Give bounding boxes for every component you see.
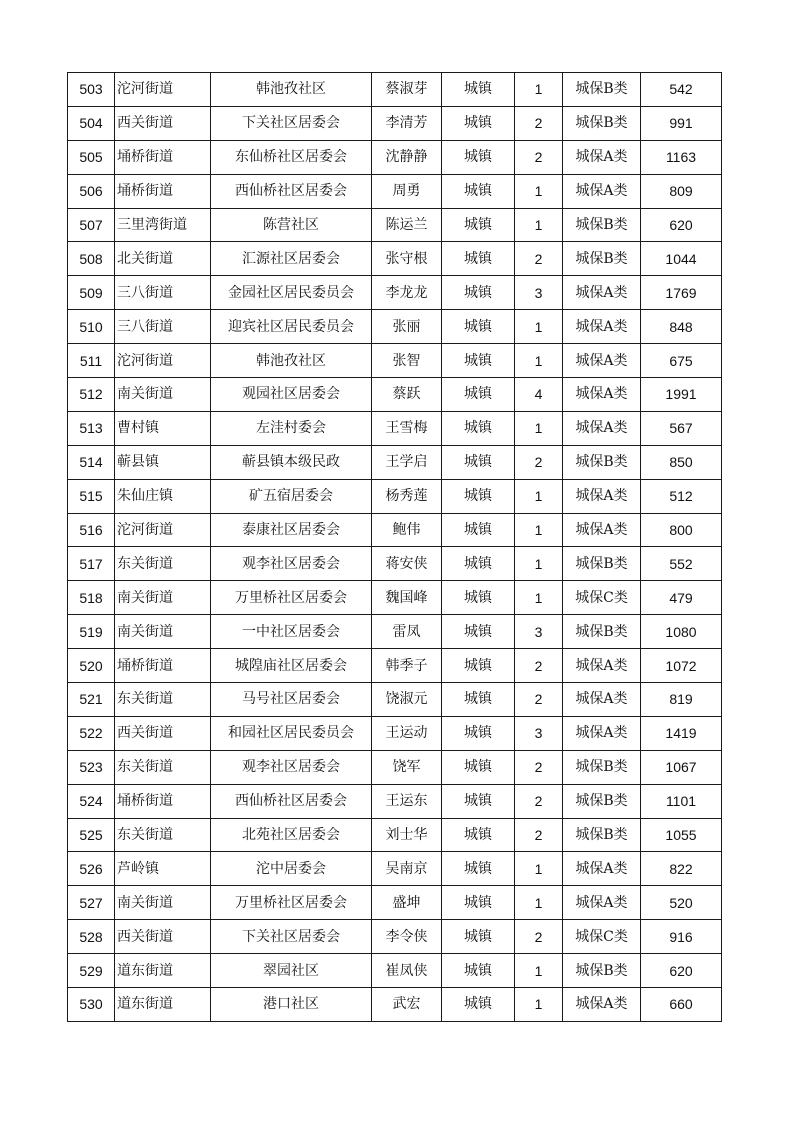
cell-community: 泰康社区居委会 bbox=[211, 513, 372, 547]
cell-community: 下关社区居委会 bbox=[211, 106, 372, 140]
cell-amount: 991 bbox=[641, 106, 722, 140]
cell-person-name: 崔凤侠 bbox=[372, 954, 442, 988]
cell-amount: 1419 bbox=[641, 716, 722, 750]
cell-amount: 1769 bbox=[641, 276, 722, 310]
cell-serial-number: 515 bbox=[68, 479, 115, 513]
cell-member-count: 2 bbox=[515, 920, 563, 954]
cell-person-name: 武宏 bbox=[372, 988, 442, 1022]
cell-street: 曹村镇 bbox=[115, 411, 211, 445]
table-row bbox=[68, 411, 722, 445]
cell-community: 金园社区居民委员会 bbox=[211, 276, 372, 310]
cell-amount: 620 bbox=[641, 954, 722, 988]
cell-member-count: 1 bbox=[515, 954, 563, 988]
cell-member-count: 2 bbox=[515, 683, 563, 717]
cell-street: 埇桥街道 bbox=[115, 649, 211, 683]
cell-community: 下关社区居委会 bbox=[211, 920, 372, 954]
cell-category: 城保A类 bbox=[563, 174, 641, 208]
cell-amount: 848 bbox=[641, 310, 722, 344]
cell-serial-number: 529 bbox=[68, 954, 115, 988]
cell-household-type: 城镇 bbox=[442, 344, 515, 378]
cell-street: 南关街道 bbox=[115, 615, 211, 649]
cell-category: 城保A类 bbox=[563, 513, 641, 547]
cell-street: 芦岭镇 bbox=[115, 852, 211, 886]
cell-household-type: 城镇 bbox=[442, 310, 515, 344]
cell-category: 城保B类 bbox=[563, 547, 641, 581]
table-row bbox=[68, 581, 722, 615]
cell-household-type: 城镇 bbox=[442, 242, 515, 276]
cell-serial-number: 527 bbox=[68, 886, 115, 920]
cell-community: 蕲县镇本级民政 bbox=[211, 445, 372, 479]
cell-community: 和园社区居民委员会 bbox=[211, 716, 372, 750]
cell-community: 港口社区 bbox=[211, 988, 372, 1022]
cell-category: 城保C类 bbox=[563, 581, 641, 615]
cell-amount: 1101 bbox=[641, 784, 722, 818]
cell-community: 观李社区居委会 bbox=[211, 547, 372, 581]
cell-category: 城保B类 bbox=[563, 445, 641, 479]
table-row bbox=[68, 954, 722, 988]
cell-street: 道东街道 bbox=[115, 988, 211, 1022]
cell-category: 城保A类 bbox=[563, 140, 641, 174]
cell-member-count: 1 bbox=[515, 73, 563, 107]
cell-amount: 1163 bbox=[641, 140, 722, 174]
cell-person-name: 魏国峰 bbox=[372, 581, 442, 615]
cell-household-type: 城镇 bbox=[442, 750, 515, 784]
cell-amount: 660 bbox=[641, 988, 722, 1022]
cell-serial-number: 507 bbox=[68, 208, 115, 242]
cell-household-type: 城镇 bbox=[442, 818, 515, 852]
cell-street: 埇桥街道 bbox=[115, 174, 211, 208]
cell-street: 东关街道 bbox=[115, 750, 211, 784]
cell-community: 万里桥社区居委会 bbox=[211, 886, 372, 920]
cell-person-name: 雷凤 bbox=[372, 615, 442, 649]
table-row bbox=[68, 818, 722, 852]
cell-household-type: 城镇 bbox=[442, 649, 515, 683]
cell-street: 道东街道 bbox=[115, 954, 211, 988]
cell-category: 城保B类 bbox=[563, 106, 641, 140]
cell-amount: 512 bbox=[641, 479, 722, 513]
cell-person-name: 杨秀莲 bbox=[372, 479, 442, 513]
cell-member-count: 2 bbox=[515, 106, 563, 140]
cell-household-type: 城镇 bbox=[442, 378, 515, 412]
cell-member-count: 1 bbox=[515, 310, 563, 344]
cell-person-name: 蒋安侠 bbox=[372, 547, 442, 581]
cell-serial-number: 524 bbox=[68, 784, 115, 818]
cell-community: 马号社区居委会 bbox=[211, 683, 372, 717]
table-row bbox=[68, 886, 722, 920]
cell-community: 西仙桥社区居委会 bbox=[211, 784, 372, 818]
cell-member-count: 3 bbox=[515, 276, 563, 310]
cell-amount: 1055 bbox=[641, 818, 722, 852]
cell-community: 东仙桥社区居委会 bbox=[211, 140, 372, 174]
cell-amount: 1072 bbox=[641, 649, 722, 683]
cell-community: 北苑社区居委会 bbox=[211, 818, 372, 852]
cell-street: 东关街道 bbox=[115, 818, 211, 852]
cell-category: 城保A类 bbox=[563, 886, 641, 920]
cell-serial-number: 520 bbox=[68, 649, 115, 683]
cell-member-count: 1 bbox=[515, 988, 563, 1022]
cell-serial-number: 516 bbox=[68, 513, 115, 547]
cell-serial-number: 517 bbox=[68, 547, 115, 581]
cell-member-count: 2 bbox=[515, 445, 563, 479]
cell-street: 沱河街道 bbox=[115, 73, 211, 107]
cell-serial-number: 510 bbox=[68, 310, 115, 344]
cell-member-count: 3 bbox=[515, 716, 563, 750]
cell-member-count: 2 bbox=[515, 649, 563, 683]
cell-amount: 822 bbox=[641, 852, 722, 886]
table-row bbox=[68, 445, 722, 479]
cell-serial-number: 523 bbox=[68, 750, 115, 784]
cell-amount: 850 bbox=[641, 445, 722, 479]
cell-amount: 620 bbox=[641, 208, 722, 242]
cell-category: 城保A类 bbox=[563, 649, 641, 683]
cell-serial-number: 508 bbox=[68, 242, 115, 276]
cell-household-type: 城镇 bbox=[442, 988, 515, 1022]
cell-serial-number: 528 bbox=[68, 920, 115, 954]
cell-person-name: 吴南京 bbox=[372, 852, 442, 886]
table-row bbox=[68, 750, 722, 784]
table-row bbox=[68, 852, 722, 886]
cell-person-name: 陈运兰 bbox=[372, 208, 442, 242]
cell-street: 北关街道 bbox=[115, 242, 211, 276]
cell-serial-number: 506 bbox=[68, 174, 115, 208]
cell-category: 城保A类 bbox=[563, 988, 641, 1022]
cell-household-type: 城镇 bbox=[442, 174, 515, 208]
cell-amount: 542 bbox=[641, 73, 722, 107]
cell-street: 西关街道 bbox=[115, 920, 211, 954]
table-row bbox=[68, 716, 722, 750]
cell-street: 沱河街道 bbox=[115, 513, 211, 547]
cell-category: 城保B类 bbox=[563, 750, 641, 784]
cell-street: 西关街道 bbox=[115, 716, 211, 750]
table-body bbox=[68, 73, 722, 1022]
cell-household-type: 城镇 bbox=[442, 140, 515, 174]
cell-community: 城隍庙社区居委会 bbox=[211, 649, 372, 683]
cell-street: 西关街道 bbox=[115, 106, 211, 140]
cell-person-name: 饶军 bbox=[372, 750, 442, 784]
cell-member-count: 1 bbox=[515, 344, 563, 378]
cell-serial-number: 525 bbox=[68, 818, 115, 852]
cell-member-count: 2 bbox=[515, 140, 563, 174]
cell-household-type: 城镇 bbox=[442, 920, 515, 954]
table-row bbox=[68, 683, 722, 717]
cell-member-count: 1 bbox=[515, 886, 563, 920]
cell-member-count: 3 bbox=[515, 615, 563, 649]
cell-category: 城保B类 bbox=[563, 818, 641, 852]
cell-member-count: 1 bbox=[515, 581, 563, 615]
cell-person-name: 周勇 bbox=[372, 174, 442, 208]
cell-household-type: 城镇 bbox=[442, 106, 515, 140]
cell-household-type: 城镇 bbox=[442, 954, 515, 988]
cell-street: 朱仙庄镇 bbox=[115, 479, 211, 513]
cell-person-name: 沈静静 bbox=[372, 140, 442, 174]
cell-serial-number: 512 bbox=[68, 378, 115, 412]
cell-household-type: 城镇 bbox=[442, 784, 515, 818]
cell-person-name: 饶淑元 bbox=[372, 683, 442, 717]
cell-street: 东关街道 bbox=[115, 547, 211, 581]
cell-community: 矿五宿居委会 bbox=[211, 479, 372, 513]
table-row bbox=[68, 174, 722, 208]
cell-street: 东关街道 bbox=[115, 683, 211, 717]
cell-category: 城保B类 bbox=[563, 615, 641, 649]
cell-person-name: 鲍伟 bbox=[372, 513, 442, 547]
cell-person-name: 盛坤 bbox=[372, 886, 442, 920]
cell-street: 三八街道 bbox=[115, 276, 211, 310]
cell-street: 南关街道 bbox=[115, 378, 211, 412]
table-row bbox=[68, 344, 722, 378]
cell-member-count: 2 bbox=[515, 750, 563, 784]
cell-serial-number: 514 bbox=[68, 445, 115, 479]
cell-serial-number: 504 bbox=[68, 106, 115, 140]
cell-community: 汇源社区居委会 bbox=[211, 242, 372, 276]
cell-category: 城保B类 bbox=[563, 784, 641, 818]
cell-amount: 809 bbox=[641, 174, 722, 208]
cell-household-type: 城镇 bbox=[442, 683, 515, 717]
cell-household-type: 城镇 bbox=[442, 513, 515, 547]
cell-person-name: 韩季子 bbox=[372, 649, 442, 683]
cell-household-type: 城镇 bbox=[442, 73, 515, 107]
cell-serial-number: 519 bbox=[68, 615, 115, 649]
cell-amount: 520 bbox=[641, 886, 722, 920]
cell-amount: 1044 bbox=[641, 242, 722, 276]
cell-member-count: 1 bbox=[515, 208, 563, 242]
cell-member-count: 1 bbox=[515, 411, 563, 445]
cell-member-count: 2 bbox=[515, 818, 563, 852]
table-row bbox=[68, 378, 722, 412]
table-row bbox=[68, 547, 722, 581]
cell-community: 左洼村委会 bbox=[211, 411, 372, 445]
cell-street: 三八街道 bbox=[115, 310, 211, 344]
cell-amount: 552 bbox=[641, 547, 722, 581]
cell-category: 城保A类 bbox=[563, 344, 641, 378]
cell-street: 三里湾街道 bbox=[115, 208, 211, 242]
cell-person-name: 李清芳 bbox=[372, 106, 442, 140]
cell-category: 城保A类 bbox=[563, 852, 641, 886]
cell-amount: 479 bbox=[641, 581, 722, 615]
cell-household-type: 城镇 bbox=[442, 716, 515, 750]
cell-person-name: 蔡跃 bbox=[372, 378, 442, 412]
table-row bbox=[68, 276, 722, 310]
cell-serial-number: 509 bbox=[68, 276, 115, 310]
cell-category: 城保B类 bbox=[563, 208, 641, 242]
cell-member-count: 1 bbox=[515, 513, 563, 547]
cell-community: 韩池孜社区 bbox=[211, 73, 372, 107]
cell-person-name: 李令侠 bbox=[372, 920, 442, 954]
cell-community: 迎宾社区居民委员会 bbox=[211, 310, 372, 344]
cell-member-count: 1 bbox=[515, 479, 563, 513]
cell-person-name: 李龙龙 bbox=[372, 276, 442, 310]
cell-amount: 567 bbox=[641, 411, 722, 445]
table-row bbox=[68, 784, 722, 818]
cell-person-name: 王学启 bbox=[372, 445, 442, 479]
cell-household-type: 城镇 bbox=[442, 581, 515, 615]
table-row bbox=[68, 310, 722, 344]
table-row bbox=[68, 513, 722, 547]
cell-household-type: 城镇 bbox=[442, 547, 515, 581]
cell-member-count: 2 bbox=[515, 242, 563, 276]
cell-street: 埇桥街道 bbox=[115, 140, 211, 174]
cell-person-name: 张守根 bbox=[372, 242, 442, 276]
cell-community: 韩池孜社区 bbox=[211, 344, 372, 378]
cell-household-type: 城镇 bbox=[442, 852, 515, 886]
cell-serial-number: 518 bbox=[68, 581, 115, 615]
table-row bbox=[68, 242, 722, 276]
relief-roster-table bbox=[67, 72, 722, 1022]
cell-household-type: 城镇 bbox=[442, 208, 515, 242]
cell-member-count: 1 bbox=[515, 852, 563, 886]
cell-household-type: 城镇 bbox=[442, 276, 515, 310]
cell-serial-number: 503 bbox=[68, 73, 115, 107]
cell-category: 城保B类 bbox=[563, 73, 641, 107]
table-row bbox=[68, 479, 722, 513]
cell-category: 城保C类 bbox=[563, 920, 641, 954]
cell-category: 城保B类 bbox=[563, 954, 641, 988]
cell-community: 万里桥社区居委会 bbox=[211, 581, 372, 615]
cell-serial-number: 505 bbox=[68, 140, 115, 174]
cell-street: 沱河街道 bbox=[115, 344, 211, 378]
cell-household-type: 城镇 bbox=[442, 445, 515, 479]
cell-category: 城保A类 bbox=[563, 479, 641, 513]
cell-amount: 1080 bbox=[641, 615, 722, 649]
cell-person-name: 张智 bbox=[372, 344, 442, 378]
table-row bbox=[68, 615, 722, 649]
cell-member-count: 1 bbox=[515, 174, 563, 208]
cell-serial-number: 530 bbox=[68, 988, 115, 1022]
table-row bbox=[68, 988, 722, 1022]
cell-household-type: 城镇 bbox=[442, 886, 515, 920]
cell-category: 城保B类 bbox=[563, 242, 641, 276]
table-row bbox=[68, 140, 722, 174]
cell-person-name: 张丽 bbox=[372, 310, 442, 344]
cell-person-name: 王雪梅 bbox=[372, 411, 442, 445]
cell-serial-number: 513 bbox=[68, 411, 115, 445]
cell-household-type: 城镇 bbox=[442, 479, 515, 513]
cell-member-count: 2 bbox=[515, 784, 563, 818]
cell-category: 城保A类 bbox=[563, 310, 641, 344]
cell-category: 城保A类 bbox=[563, 683, 641, 717]
cell-serial-number: 526 bbox=[68, 852, 115, 886]
table-row bbox=[68, 649, 722, 683]
cell-amount: 800 bbox=[641, 513, 722, 547]
cell-street: 南关街道 bbox=[115, 581, 211, 615]
cell-community: 陈营社区 bbox=[211, 208, 372, 242]
cell-household-type: 城镇 bbox=[442, 411, 515, 445]
cell-household-type: 城镇 bbox=[442, 615, 515, 649]
cell-community: 翠园社区 bbox=[211, 954, 372, 988]
cell-street: 埇桥街道 bbox=[115, 784, 211, 818]
cell-street: 蕲县镇 bbox=[115, 445, 211, 479]
cell-amount: 1991 bbox=[641, 378, 722, 412]
cell-community: 一中社区居委会 bbox=[211, 615, 372, 649]
cell-amount: 916 bbox=[641, 920, 722, 954]
cell-member-count: 1 bbox=[515, 547, 563, 581]
cell-amount: 819 bbox=[641, 683, 722, 717]
cell-member-count: 4 bbox=[515, 378, 563, 412]
cell-street: 南关街道 bbox=[115, 886, 211, 920]
cell-category: 城保A类 bbox=[563, 411, 641, 445]
cell-person-name: 蔡淑芽 bbox=[372, 73, 442, 107]
cell-serial-number: 521 bbox=[68, 683, 115, 717]
cell-category: 城保A类 bbox=[563, 276, 641, 310]
table-row bbox=[68, 106, 722, 140]
cell-person-name: 王运动 bbox=[372, 716, 442, 750]
cell-serial-number: 522 bbox=[68, 716, 115, 750]
cell-serial-number: 511 bbox=[68, 344, 115, 378]
table-row bbox=[68, 73, 722, 107]
cell-community: 观李社区居委会 bbox=[211, 750, 372, 784]
cell-person-name: 王运东 bbox=[372, 784, 442, 818]
cell-amount: 1067 bbox=[641, 750, 722, 784]
cell-category: 城保A类 bbox=[563, 378, 641, 412]
table-row bbox=[68, 208, 722, 242]
cell-community: 观园社区居委会 bbox=[211, 378, 372, 412]
table-row bbox=[68, 920, 722, 954]
cell-category: 城保A类 bbox=[563, 716, 641, 750]
cell-amount: 675 bbox=[641, 344, 722, 378]
cell-community: 西仙桥社区居委会 bbox=[211, 174, 372, 208]
cell-community: 沱中居委会 bbox=[211, 852, 372, 886]
cell-person-name: 刘士华 bbox=[372, 818, 442, 852]
